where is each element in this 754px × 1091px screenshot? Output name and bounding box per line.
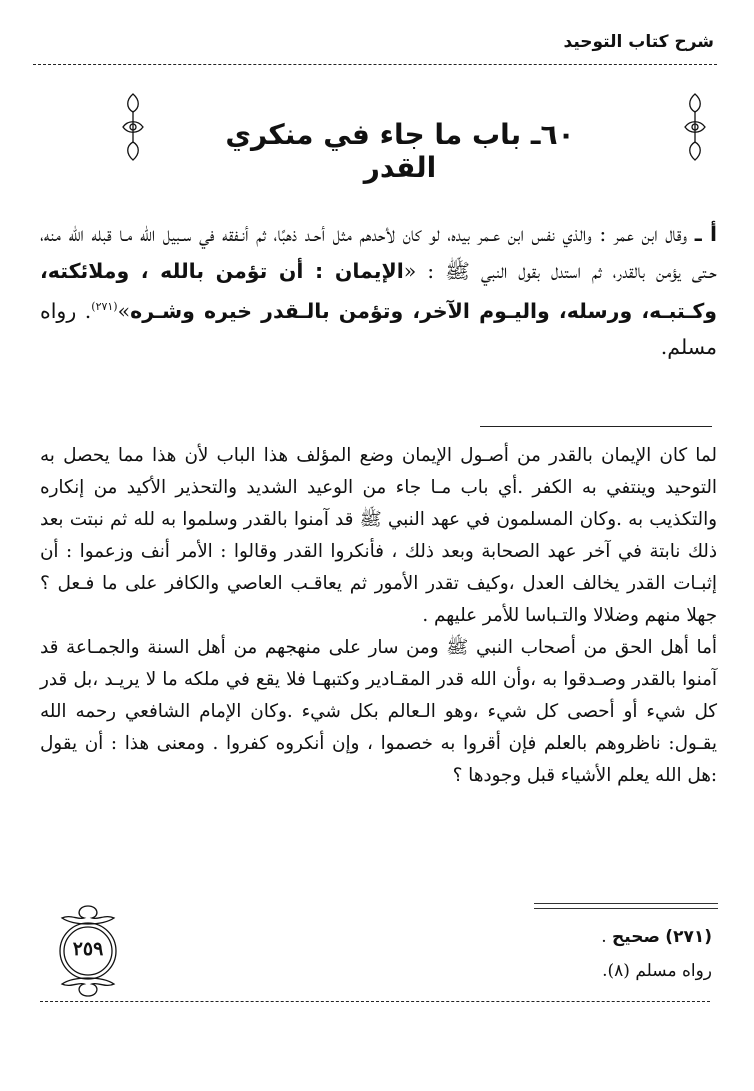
- right-ornament-icon: [682, 92, 708, 162]
- footnote-rule-bottom: [534, 908, 718, 909]
- footer-dashed-rule: [40, 1001, 710, 1002]
- footnote-1-tail: .: [601, 927, 613, 947]
- footnote-rule-top: [534, 903, 718, 904]
- hadith-bold-quote: الإيمان : أن تؤمن بالله ، وملائكته، وكـتبـه، ورسله، واليـوم الآخر، وتؤمن بالـقدر خيره وشـره: [40, 258, 717, 323]
- hadith-text: [40, 216, 717, 366]
- running-header: شرح كتاب التوحيد: [563, 32, 714, 52]
- hadith-intro: وقال ابن عمر : والذي نفس ابن عـمر بيده، لو كان لأحدهم مثل أحـد ذهبًا، ثم أنـفقه في سـبيل الله مـا قبله الله منه، حـتى يؤمن بالقدر، ثم استدل بقول النبي ﷺ : «: [40, 222, 717, 283]
- footnote-2: رواه مسلم (٨).: [602, 961, 712, 981]
- commentary-paragraph-1: لما كان الإيمان بالقدر من أصـول الإيمان وضع المؤلف هذا الباب لأن هذا مما يحصل به التوحيد وينتفي به الكفر .أي باب مـا جاء من الوعيد الشديد والتحذير الأكيد من إنكاره والتكذيب به .وكان المسلمون في عهد النبي ﷺ قد آمنوا بالقدر وسلموا به لله ثم نبتت بعد ذلك نابتة في آخر عهد الصحابة وبعد ذلك ، فأنكروا القدر وقالوا : الأمر أنف وزعموا : أن إثبـات القدر يخالف العدل ،وكيف تقدر الأمور ثم يعاقـب العاصي والكافر على ما فـعل ؟ جهلا منهم وضلالا والتـباسا للأمر عليهم .: [40, 445, 717, 626]
- footnote-1-grade: صحيح: [612, 927, 660, 947]
- footnote-1-number: (٢٧١): [665, 927, 712, 947]
- hadith-close-quote: »: [117, 298, 131, 323]
- header-dashed-rule: [33, 64, 717, 65]
- footnote-marker: (٢٧١): [91, 300, 118, 313]
- page-number-badge: [48, 900, 128, 1000]
- footnotes: [312, 920, 712, 988]
- section-divider: [480, 426, 712, 427]
- chapter-title: ٦٠ـ باب ما جاء في منكري القدر: [225, 118, 575, 184]
- hadith-prefix: أ ـ: [694, 222, 717, 246]
- footnote-1: [312, 920, 712, 954]
- hadith-suffix: . رواه مسلم.: [40, 298, 717, 360]
- left-ornament-icon: [120, 92, 146, 162]
- commentary-text: [40, 440, 717, 792]
- commentary-paragraph-2: أما أهل الحق من أصحاب النبي ﷺ ومن سار على منهجهم من أهل السنة والجمـاعة قد آمنوا بالقدر وصـدقوا به ،وأن الله قدر المقـادير وكتبهـا فلا يقع في ملكه ما لا يريـد ،بل قدر كل شيء أو أحصى كل شيء ،وهو الـعالم بكل شيء .وكان الإمام الشافعي رحمه الله يقـول: ناظروهم بالعلم فإن أقروا به خصموا ، وإن أنكروه كفروا . ومعنى هذا : أن يقول :هل الله يعلم الأشياء قبل وجودها ؟: [40, 637, 717, 786]
- page-number: ٢٥٩: [72, 938, 104, 960]
